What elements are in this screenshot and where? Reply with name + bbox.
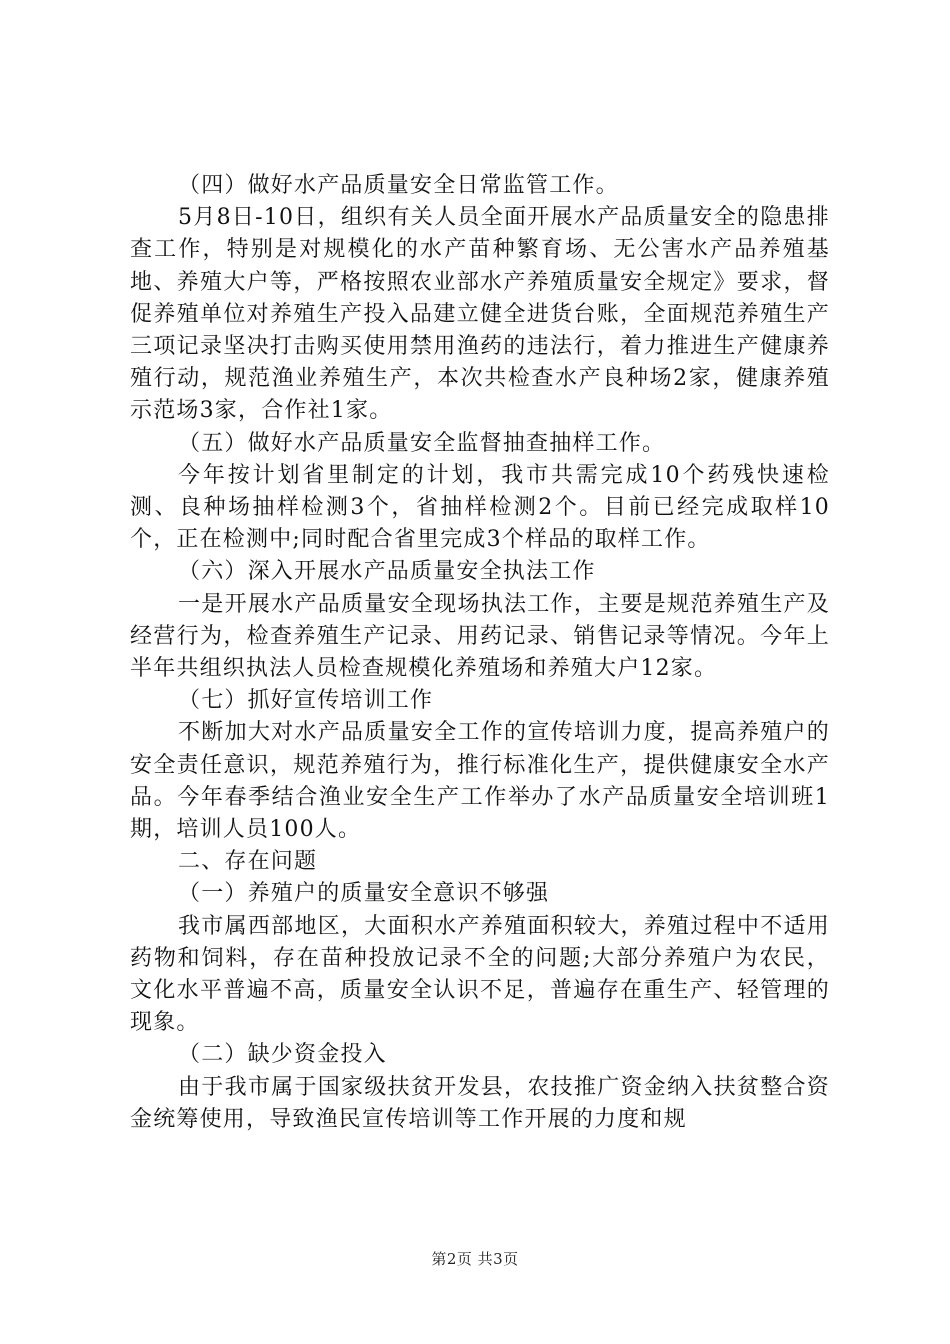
- section-heading-problems: 二、存在问题: [178, 849, 318, 875]
- paragraph-training: 不断加大对水产品质量安全工作的宣传培训力度，提高养殖户的安全责任意识，规范养殖行为，推行标准化生产，提供健康安全水产品。今年春季结合渔业安全生产工作举办了水产品质量安全培训班1期，培训人员100人。: [130, 720, 830, 843]
- section-heading-4: （四）做好水产品质量安全日常监管工作。: [178, 173, 619, 198]
- subsection-heading-funding: （二）缺少资金投入: [178, 1042, 387, 1068]
- paragraph-enforcement: 一是开展水产品质量安全现场执法工作，主要是规范养殖生产及经营行为，检查养殖生产记录、用药记录、销售记录等情况。今年上半年共组织执法人员检查规模化养殖场和养殖大户12家。: [130, 591, 830, 682]
- section-heading-7: （七）抓好宣传培训工作: [178, 688, 434, 714]
- subsection-heading-awareness: （一）养殖户的质量安全意识不够强: [178, 881, 550, 907]
- paragraph-inspection: 5月8日-10日，组织有关人员全面开展水产品质量安全的隐患排查工作，特别是对规模化的水产苗种繁育场、无公害水产品养殖基地、养殖大户等，严格按照农业部水产养殖质量安全规定》要求，督促养殖单位对养殖生产投入品建立健全进货台账，全面规范养殖生产三项记录坚决打击购买使用禁用渔药的违法行，着力推进生产健康养殖行动，规范渔业养殖生产，本次共检查水产良种场2家，健康养殖示范场3家，合作社1家。: [130, 205, 830, 424]
- paragraph-awareness: 我市属西部地区，大面积水产养殖面积较大，养殖过程中不适用药物和饲料，存在苗种投放记录不全的问题;大部分养殖户为农民，文化水平普遍不高，质量安全认识不足，普遍存在重生产、轻管理的现象。: [130, 913, 830, 1036]
- document-body: [130, 170, 830, 1136]
- page-number-footer: 第2页 共3页: [431, 1250, 519, 1268]
- section-heading-6: （六）深入开展水产品质量安全执法工作: [178, 559, 596, 585]
- section-heading-5: （五）做好水产品质量安全监督抽查抽样工作。: [178, 430, 666, 456]
- paragraph-sampling: 今年按计划省里制定的计划，我市共需完成10个药残快速检测、良种场抽样检测3个，省抽样检测2个。目前已经完成取样10个，正在检测中;同时配合省里完成3个样品的取样工作。: [130, 462, 830, 553]
- paragraph-funding: 由于我市属于国家级扶贫开发县，农技推广资金纳入扶贫整合资金统筹使用，导致渔民宣传培训等工作开展的力度和规: [130, 1074, 830, 1132]
